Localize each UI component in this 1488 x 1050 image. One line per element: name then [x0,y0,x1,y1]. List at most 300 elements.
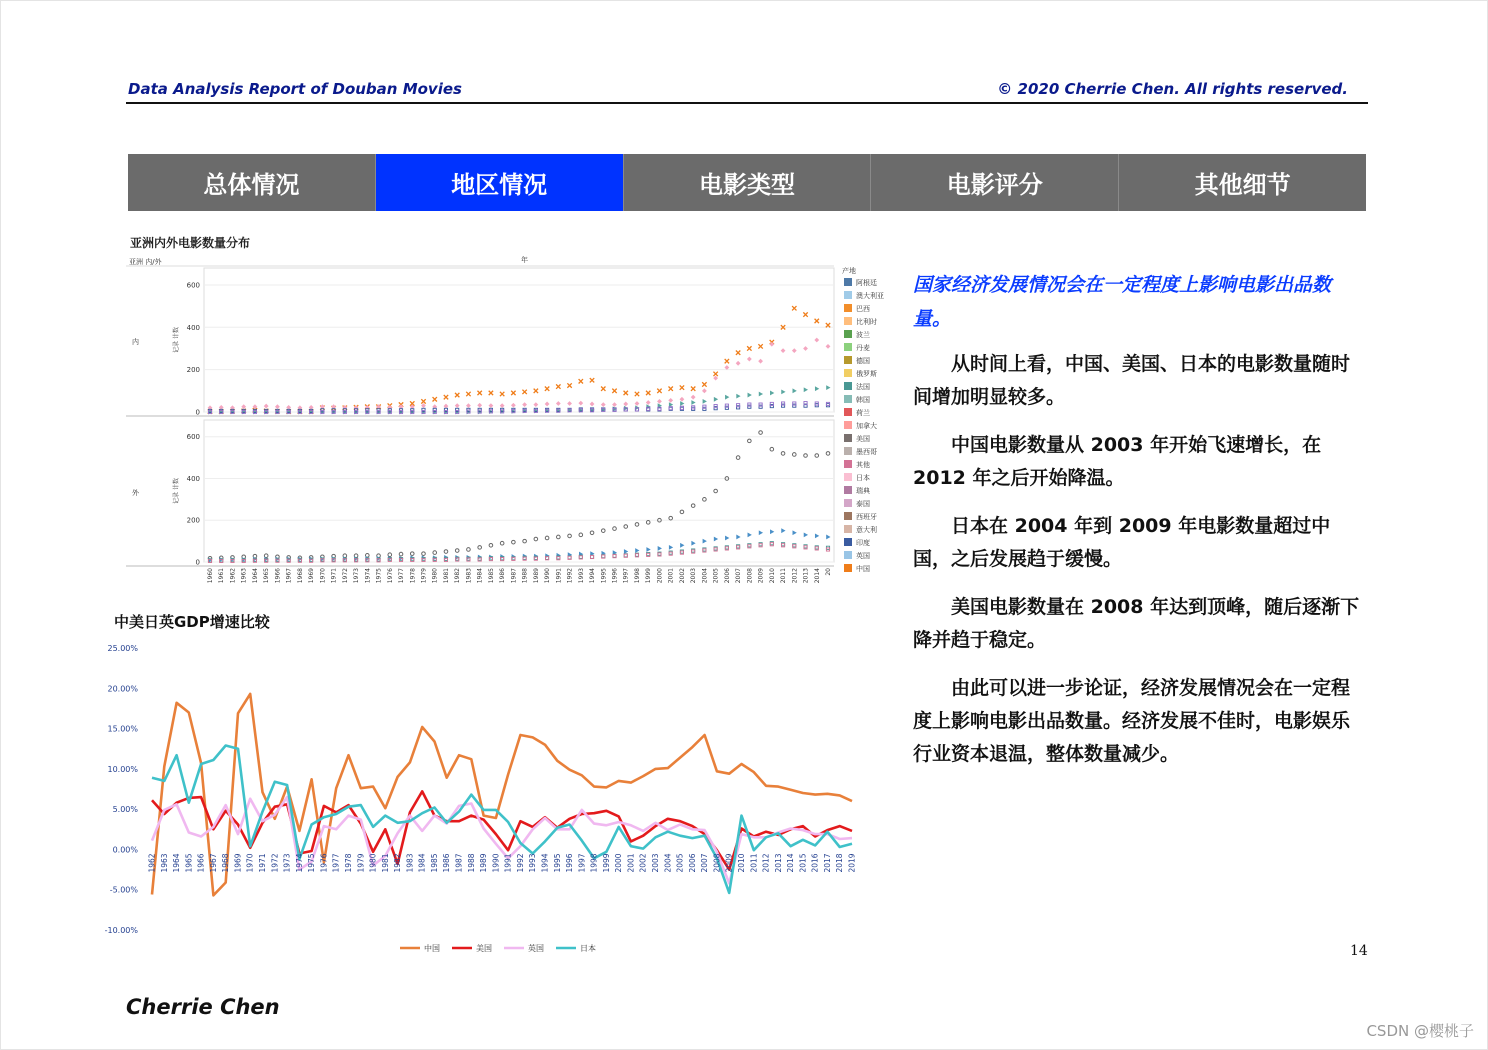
scatter-point [601,402,606,407]
scatter-point [646,547,650,552]
scatter-point [737,545,740,548]
scatter-x-tick: 1988 [521,568,529,584]
gdp-x-tick: 2003 [651,853,661,873]
scatter-x-tick: 2008 [746,568,754,584]
scatter-x-tick: 1966 [274,568,282,584]
scatter-point [635,392,639,396]
scatter-y-tick: 400 [186,474,200,483]
scatter-x-tick: 1963 [240,568,248,584]
scatter-x-tick: 1983 [465,568,473,584]
scatter-point [736,535,740,540]
scatter-x-tick: 1971 [330,568,338,584]
gdp-x-tick: 1980 [368,853,378,873]
scatter-point [533,402,538,407]
scatter-point [804,454,808,458]
scatter-point [691,541,695,546]
scatter-point [534,389,538,393]
scatter-point [646,521,650,525]
scatter-x-tick: 1991 [555,568,563,584]
gdp-x-tick: 1968 [221,853,231,873]
scatter-point [725,404,728,407]
scatter-point [736,351,740,355]
legend-label: 加拿大 [856,422,877,430]
tab-details[interactable]: 其他细节 [1119,154,1366,211]
scatter-point [568,534,572,538]
legend-swatch [844,538,852,546]
scatter-point [804,387,808,392]
legend-swatch [844,356,852,364]
scatter-point [669,516,673,520]
tab-rating[interactable]: 电影评分 [871,154,1119,211]
scatter-chart [126,250,896,590]
scatter-x-tick: 1981 [442,568,450,584]
scatter-x-tick: 2001 [667,568,675,584]
scatter-point [781,389,785,394]
scatter-x-tick: 1964 [251,568,259,584]
scatter-x-tick: 1962 [229,568,237,584]
scatter-point [748,403,751,406]
scatter-point [512,540,516,544]
scatter-x-tick: 2003 [690,568,698,584]
scatter-x-tick: 2000 [656,568,664,584]
scatter-point [612,389,616,393]
legend-label: 瑞典 [856,487,870,495]
scatter-x-tick: 2002 [678,568,686,584]
scatter-panel-frame [204,420,834,562]
scatter-point [792,453,796,457]
header-rule [126,102,1368,104]
lead-sentence: 国家经济发展情况会在一定程度上影响电影出品数量。 [913,274,1332,330]
scatter-point [781,528,785,533]
scatter-point [826,535,830,540]
scatter-point [478,546,482,550]
scatter-point [759,530,763,535]
scatter-point [759,403,762,406]
scatter-point [669,545,673,550]
scatter-y-tick: 200 [186,516,200,525]
scatter-point [781,404,784,407]
gdp-x-tick: 2011 [749,853,759,873]
gdp-x-tick: 1999 [601,853,611,873]
scatter-point [781,543,784,546]
scatter-point [759,543,762,546]
gdp-x-tick: 1997 [577,853,587,873]
gdp-x-tick: 1984 [417,853,427,873]
scatter-point [624,549,628,554]
scatter-point [815,454,819,458]
legend-label: 德国 [856,357,870,365]
scatter-y-tick: 200 [186,366,200,375]
paragraph-2: 中国电影数量从 2003 年开始飞速增长，在 2012 年之后开始降温。 [913,434,1322,489]
scatter-point [703,405,706,408]
gdp-x-tick: 1981 [380,853,390,873]
gdp-x-tick: 1977 [331,853,341,873]
legend-swatch [844,395,852,403]
scatter-y-tick: 600 [186,281,200,290]
scatter-x-tick: 1989 [532,568,540,584]
scatter-point [511,403,516,408]
scatter-point [713,372,717,376]
scatter-x-tick: 2013 [802,568,810,584]
scatter-point [658,546,662,551]
scatter-x-tick: 2009 [757,568,765,584]
gdp-x-tick: 2017 [822,853,832,873]
gdp-legend-label: 日本 [580,944,596,953]
gdp-x-tick: 1966 [196,853,206,873]
scatter-point [657,399,662,404]
legend-label: 比利时 [856,318,877,326]
scatter-x-tick: 1976 [386,568,394,584]
legend-label: 其他 [856,461,870,469]
scatter-point [725,547,728,550]
legend-label: 丹麦 [856,344,870,352]
legend-swatch [844,512,852,520]
scatter-x-tick: 1998 [633,568,641,584]
scatter-point [770,529,774,534]
scatter-point [635,523,639,527]
scatter-point [692,550,695,553]
scatter-point [804,532,808,537]
scatter-point [714,537,718,542]
legend-label: 俄罗斯 [856,370,877,378]
scatter-point [714,404,717,407]
gdp-x-tick: 2018 [835,853,845,873]
gdp-x-tick: 2019 [847,853,857,873]
scatter-point [646,400,651,405]
gdp-x-tick: 1989 [479,853,489,873]
gdp-x-tick: 2014 [786,853,796,873]
scatter-point [725,546,728,549]
scatter-x-tick: 1967 [285,568,293,584]
scatter-point [444,404,449,409]
scatter-point [680,550,683,553]
legend-label: 澳大利亚 [856,292,884,300]
paragraph-3: 日本在 2004 年到 2009 年电影数量超过中国，之后发展趋于缓慢。 [913,515,1331,570]
scatter-point [748,393,752,398]
scatter-point [467,548,471,552]
gdp-y-tick: -10.00% [104,926,138,935]
gdp-x-tick: 1965 [184,853,194,873]
gdp-x-tick: 1963 [159,853,169,873]
gdp-x-tick: 1994 [540,853,550,873]
scatter-point [466,403,471,408]
scatter-point [657,389,661,393]
scatter-point [579,533,583,537]
scatter-x-tick: 1990 [544,568,552,584]
scatter-point [624,525,628,529]
gdp-x-tick: 1974 [294,853,304,873]
scatter-x-tick: 1984 [476,568,484,584]
scatter-point [748,545,751,548]
row-header: 亚洲 内/外 [129,258,162,266]
legend-label: 英国 [856,552,870,560]
scatter-x-tick: 1999 [645,568,653,584]
scatter-point [758,359,763,364]
scatter-point [770,543,773,546]
scatter-y-tick: 0 [195,558,200,567]
scatter-point [500,403,505,408]
gdp-x-tick: 1967 [208,853,218,873]
scatter-point [691,400,695,405]
scatter-point [770,447,774,451]
scatter-point [792,530,796,535]
scatter-x-tick: 1995 [600,568,608,584]
legend-label: 法国 [856,383,870,391]
scatter-point [635,401,640,406]
section-tabs [128,154,1366,211]
scatter-point [534,537,538,541]
gdp-x-tick: 1991 [503,853,513,873]
scatter-point [758,344,762,348]
gdp-chart-title: 中美日英GDP增速比较 [114,613,270,631]
scatter-point [736,361,741,366]
scatter-point [714,548,717,551]
gdp-x-tick: 1971 [258,853,268,873]
legend-label: 波兰 [856,331,870,339]
scatter-point [680,510,684,514]
gdp-x-tick: 2006 [687,853,697,873]
gdp-x-tick: 1993 [528,853,538,873]
gdp-x-tick: 1998 [589,853,599,873]
gdp-x-tick: 1985 [429,853,439,873]
scatter-y-tick: 400 [186,323,200,332]
gdp-x-tick: 1969 [233,853,243,873]
gdp-series-line-中国 [152,694,852,896]
scatter-point [623,402,628,407]
scatter-point [545,402,550,407]
scatter-point [826,344,831,349]
legend-label: 墨西哥 [856,448,877,456]
paragraph-4: 美国电影数量在 2008 年达到顶峰，随后逐渐下降并趋于稳定。 [913,596,1360,651]
scatter-point [826,385,830,390]
scatter-x-tick: 2004 [701,568,709,584]
scatter-x-tick: 1987 [510,568,518,584]
analysis-text [913,268,1365,786]
scatter-point [770,404,773,407]
scatter-point [545,387,549,391]
scatter-point [736,394,740,399]
scatter-point [444,550,448,554]
scatter-point [590,402,595,407]
scatter-x-tick: 1965 [263,568,271,584]
scatter-point [455,393,459,397]
report-title: Data Analysis Report of Douban Movies [128,80,462,98]
gdp-x-tick: 1987 [454,853,464,873]
scatter-point [714,547,717,550]
scatter-point [748,439,752,443]
scatter-point [511,391,515,395]
scatter-x-tick: 1994 [589,568,597,584]
gdp-y-tick: 15.00% [107,724,138,734]
scatter-point [668,387,672,391]
scatter-point [680,406,683,409]
scatter-point [770,542,773,545]
gdp-x-tick: 1986 [442,853,452,873]
gdp-line-chart [100,636,880,966]
scatter-point [579,379,583,383]
gdp-x-tick: 1990 [491,853,501,873]
gdp-x-tick: 2016 [810,853,820,873]
scatter-point [545,536,549,540]
legend-label: 日本 [856,474,870,482]
legend-swatch [844,408,852,416]
scatter-x-tick: 1986 [499,568,507,584]
scatter-point [725,359,729,363]
legend-swatch [844,525,852,533]
tab-overview[interactable]: 总体情况 [128,154,376,211]
legend-swatch [844,304,852,312]
scatter-point [680,407,683,410]
scatter-point [455,549,459,553]
gdp-y-tick: 20.00% [107,684,138,694]
legend-label: 韩国 [856,396,870,404]
scatter-point [466,392,470,396]
scatter-point [433,551,437,555]
footer-author: Cherrie Chen [126,995,280,1019]
scatter-x-tick: 1968 [296,568,304,584]
gdp-x-tick: 1972 [270,853,280,873]
scatter-point [702,382,706,386]
tab-region[interactable]: 地区情况 [376,154,624,211]
gdp-legend-label: 美国 [476,944,492,953]
scatter-point [781,348,786,353]
scatter-point [264,404,269,409]
scatter-point [793,545,796,548]
scatter-point [669,552,672,555]
scatter-x-tick: 2006 [723,568,731,584]
scatter-point [489,543,493,547]
legend-swatch [844,278,852,286]
legend-swatch [844,421,852,429]
scatter-point [781,544,784,547]
scatter-x-tick: 1993 [577,568,585,584]
scatter-point [590,531,594,535]
scatter-point [748,532,752,537]
scatter-point [737,404,740,407]
scatter-point [500,541,504,545]
scatter-point [612,402,617,407]
legend-swatch [844,551,852,559]
gdp-x-tick: 2008 [712,853,722,873]
tab-genre[interactable]: 电影类型 [624,154,872,211]
gdp-x-tick: 2001 [626,853,636,873]
scatter-point [703,399,707,404]
scatter-point [803,312,807,316]
scatter-point [613,527,617,531]
gdp-x-tick: 1978 [343,853,353,873]
scatter-x-tick: 2014 [813,568,821,584]
scatter-point [826,452,830,456]
scatter-point [523,539,527,543]
scatter-point [725,536,729,541]
scatter-point [691,387,695,391]
scatter-point [692,549,695,552]
scatter-point [557,535,561,539]
legend-swatch [844,486,852,494]
scatter-point [444,395,448,399]
scatter-point [737,546,740,549]
scatter-point [669,551,672,554]
scatter-y-tick: 600 [186,433,200,442]
legend-label: 泰国 [856,500,870,508]
paragraph-5: 由此可以进一步论证，经济发展情况会在一定程度上影响电影出品数量。经济发展不佳时，电影娱乐行业资本退温，整体数量减少。 [913,677,1351,765]
scatter-point [691,395,696,400]
scatter-point [759,431,763,435]
scatter-chart-title: 亚洲内外电影数量分布 [130,236,251,250]
scatter-point [388,553,392,557]
gdp-x-tick: 1973 [282,853,292,873]
gdp-x-tick: 1996 [565,853,575,873]
gdp-x-tick: 2010 [736,853,746,873]
gdp-y-tick: 0.00% [112,845,138,855]
scatter-point [826,323,830,327]
scatter-point [803,346,808,351]
scatter-point [578,401,583,406]
scatter-x-tick: 1979 [420,568,428,584]
scatter-x-tick: 1982 [454,568,462,584]
scatter-point [792,388,796,393]
scatter-x-tick: 1985 [487,568,495,584]
scatter-point [635,548,639,553]
legend-label: 意大利 [856,526,877,534]
gdp-legend-label: 中国 [424,944,440,953]
copyright: © 2020 Cherrie Chen. All rights reserved. [997,80,1348,98]
scatter-point [747,346,751,350]
legend-swatch [844,434,852,442]
scatter-point [275,404,280,409]
column-header: 年 [521,256,528,264]
paragraph-1: 从时间上看，中国、美国、日本的电影数量随时间增加明显较多。 [913,353,1351,408]
scatter-point [814,338,819,343]
scatter-point [477,403,482,408]
scatter-point [477,391,481,395]
gdp-x-tick: 2000 [614,853,624,873]
scatter-point [714,489,718,493]
legend-swatch [844,460,852,468]
scatter-x-tick: 1961 [218,568,226,584]
scatter-x-tick: 1972 [341,568,349,584]
scatter-point [770,391,774,396]
scatter-x-tick: 1969 [308,568,316,584]
scatter-point [455,403,460,408]
legend-swatch [844,382,852,390]
legend-swatch [844,291,852,299]
scatter-point [703,539,707,544]
gdp-x-tick: 2002 [638,853,648,873]
gdp-x-tick: 2009 [724,853,734,873]
scatter-x-tick: 1980 [431,568,439,584]
scatter-point [793,402,796,405]
legend-label: 巴西 [856,305,870,313]
gdp-x-tick: 1983 [405,853,415,873]
scatter-point [714,407,717,410]
scatter-x-tick: 1970 [319,568,327,584]
gdp-x-tick: 2013 [773,853,783,873]
gdp-x-tick: 1975 [307,853,317,873]
legend-label: 荷兰 [856,409,870,417]
scatter-x-tick: 1992 [566,568,574,584]
scatter-point [815,547,818,550]
scatter-point [680,551,683,554]
scatter-point [769,342,774,347]
scatter-point [703,548,706,551]
legend-title: 产地 [842,267,856,275]
scatter-point [703,407,706,410]
gdp-x-tick: 2015 [798,853,808,873]
scatter-point [522,390,526,394]
scatter-point [759,544,762,547]
gdp-x-tick: 2004 [663,853,673,873]
